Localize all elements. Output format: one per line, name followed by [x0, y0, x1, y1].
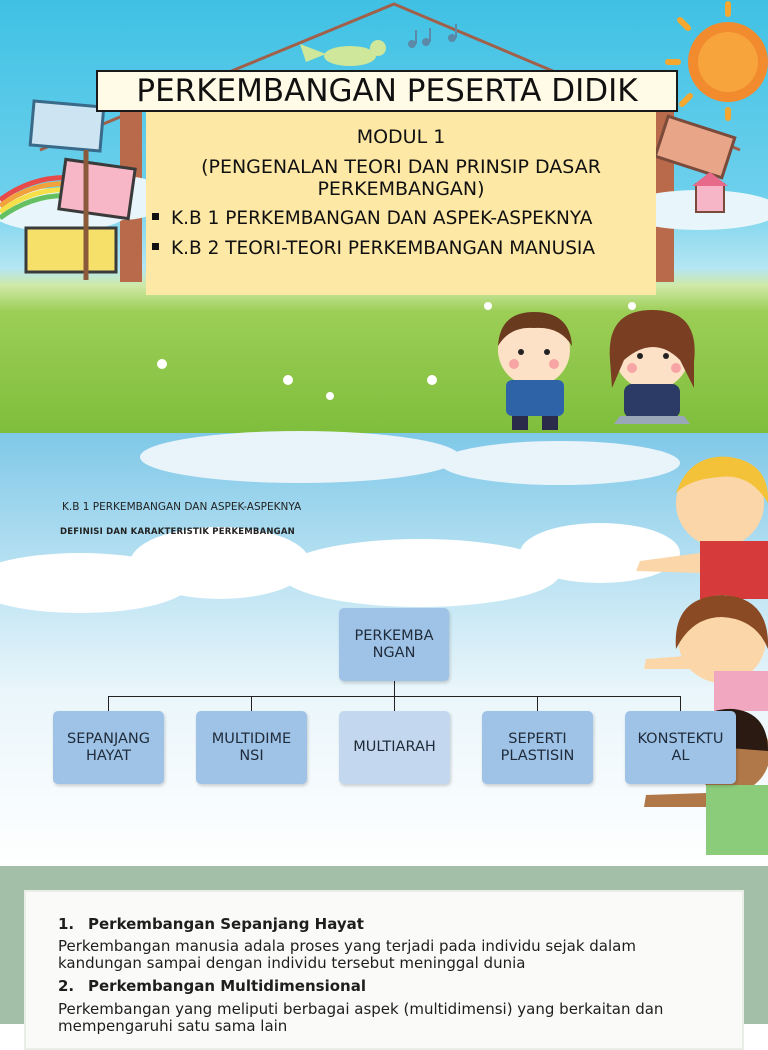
slide-definition — [0, 433, 768, 866]
item-title: 2. Perkembangan Multidimensional — [58, 977, 366, 995]
item-title: 1. Perkembangan Sepanjang Hayat — [58, 915, 364, 933]
item-description-line: Perkembangan yang meliputi berbagai aspek (multidimensi) yang berkaitan dan — [58, 1000, 664, 1018]
slide-characteristics — [0, 866, 768, 1035]
connector-line — [108, 696, 109, 711]
slide-title: PERKEMBANGAN PESERTA DIDIK — [96, 70, 678, 112]
connector-line — [537, 696, 538, 711]
bullet-square-icon — [152, 213, 159, 220]
connector-line — [251, 696, 252, 711]
slide-heading: K.B 1 PERKEMBANGAN DAN ASPEK-ASPEKNYA — [62, 501, 302, 513]
bullet-square-icon — [152, 243, 159, 250]
modul-label: MODUL 1 — [356, 126, 446, 148]
connector-line — [394, 696, 395, 711]
cloud-icon — [0, 431, 680, 613]
item-description-line: kandungan sampai dengan individu tersebut meninggal dunia — [58, 954, 526, 972]
modul-subtitle-line2: PERKEMBANGAN) — [317, 178, 485, 200]
sun-icon — [668, 4, 768, 118]
modul-info-box — [146, 112, 656, 295]
node-sepanjang-hayat: SEPANJANG HAYAT — [53, 711, 164, 784]
node-multidimensi: MULTIDIME NSI — [196, 711, 307, 784]
connector-line — [680, 696, 681, 711]
node-seperti-plastisin: SEPERTI PLASTISIN — [482, 711, 593, 784]
connector-line — [394, 681, 395, 697]
children-illustration-icon — [636, 457, 768, 855]
item-description-line: Perkembangan manusia adala proses yang terjadi pada individu sejak dalam — [58, 937, 636, 955]
node-konstektual: KONSTEKTU AL — [625, 711, 736, 784]
item-description-line: mempengaruhi satu sama lain — [58, 1017, 288, 1035]
node-multiarah: MULTIARAH — [339, 711, 450, 784]
children-illustration-icon — [498, 310, 695, 430]
root-node: PERKEMBA NGAN — [339, 608, 449, 681]
modul-subtitle-line1: (PENGENALAN TEORI DAN PRINSIP DASAR — [201, 156, 601, 178]
bird-icon — [300, 40, 386, 66]
bullet-item: K.B 2 TEORI-TEORI PERKEMBANGAN MANUSIA — [152, 238, 595, 260]
slide-title — [0, 0, 768, 433]
bullet-item: K.B 1 PERKEMBANGAN DAN ASPEK-ASPEKNYA — [152, 208, 592, 230]
slide-subheading: DEFINISI DAN KARAKTERISTIK PERKEMBANGAN — [60, 527, 295, 537]
